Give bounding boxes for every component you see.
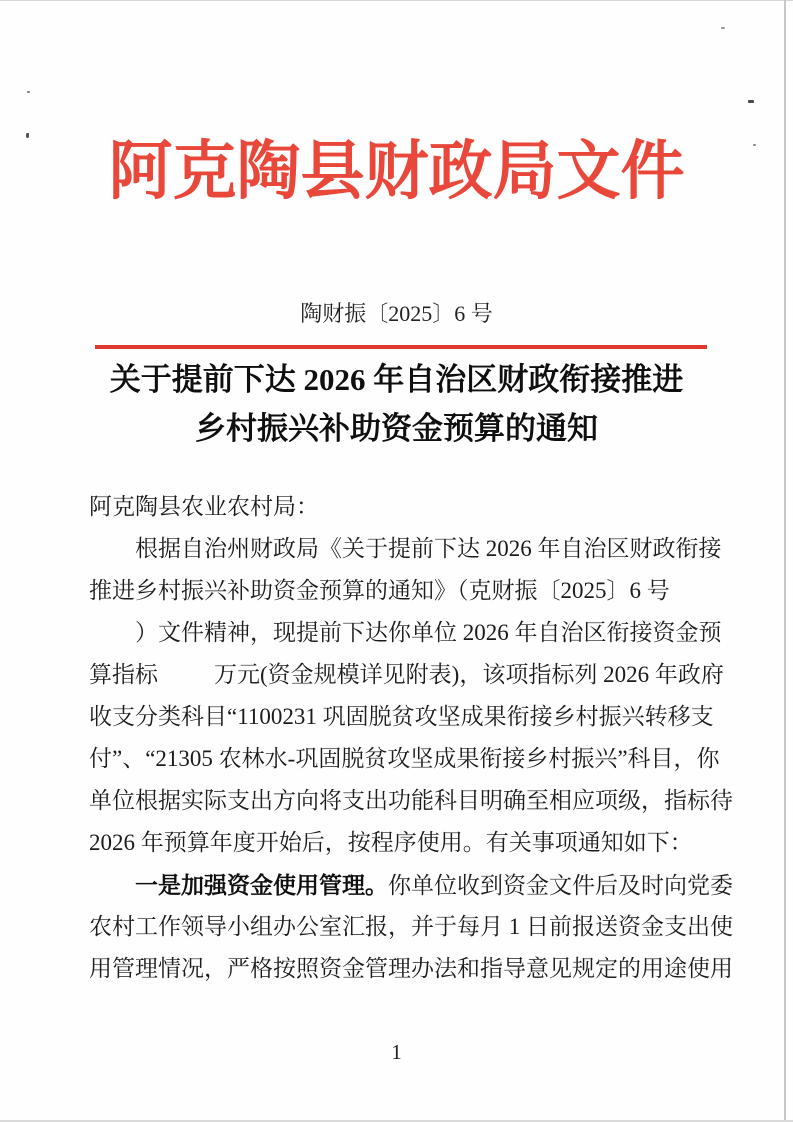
body-line: 付”、“21305 农林水-巩固脱贫攻坚成果衔接乡村振兴”科目，你	[89, 746, 720, 771]
item1-rest: 你单位收到资金文件后及时向党委	[388, 873, 733, 898]
amount-line-prefix: 算指标	[89, 662, 158, 687]
body-line: 根据自治州财政局《关于提前下达 2026 年自治区财政衔接	[135, 536, 722, 561]
body-line: 推进乡村振兴补助资金预算的通知》（克财振〔2025〕6 号	[89, 578, 670, 603]
document-body	[89, 486, 733, 990]
amount-line-suffix: 万元(资金规模详见附表)，该项指标列 2026 年政府	[214, 662, 724, 687]
agency-header-title: 阿克陶县财政局文件	[108, 136, 685, 207]
page-number: 1	[391, 1040, 402, 1064]
document-title-line-2: 乡村振兴补助资金预算的通知	[195, 411, 598, 446]
document-title-line-1: 关于提前下达 2026 年自治区财政衔接推进	[109, 362, 684, 397]
body-line-item1	[89, 864, 733, 906]
scan-speck	[721, 27, 725, 29]
body-line: 2026 年预算年度开始后，按程序使用。有关事项通知如下：	[89, 830, 693, 855]
document-title	[0, 355, 793, 453]
scan-speck	[27, 91, 30, 93]
scan-edge-top	[0, 0, 793, 1]
item1-bold-lead: 一是加强资金使用管理。	[135, 872, 388, 898]
body-salutation: 阿克陶县农业农村局：	[89, 494, 319, 519]
body-line: 用管理情况，严格按照资金管理办法和指导意见规定的用途使用	[89, 956, 733, 981]
document-reference-number: 陶财振〔2025〕6 号	[300, 301, 493, 326]
body-line: 收支分类科目“1100231 巩固脱贫攻坚成果衔接乡村振兴转移支	[89, 704, 714, 729]
scan-speck	[748, 100, 754, 103]
body-line-amount	[89, 654, 724, 696]
red-divider-rule	[95, 345, 707, 349]
body-line: 农村工作领导小组办公室汇报，并于每月 1 日前报送资金支出使	[89, 914, 733, 939]
body-line: ）文件精神，现提前下达你单位 2026 年自治区衔接资金预	[135, 620, 722, 645]
body-line: 单位根据实际支出方向将支出功能科目明确至相应项级，指标待	[89, 788, 733, 813]
